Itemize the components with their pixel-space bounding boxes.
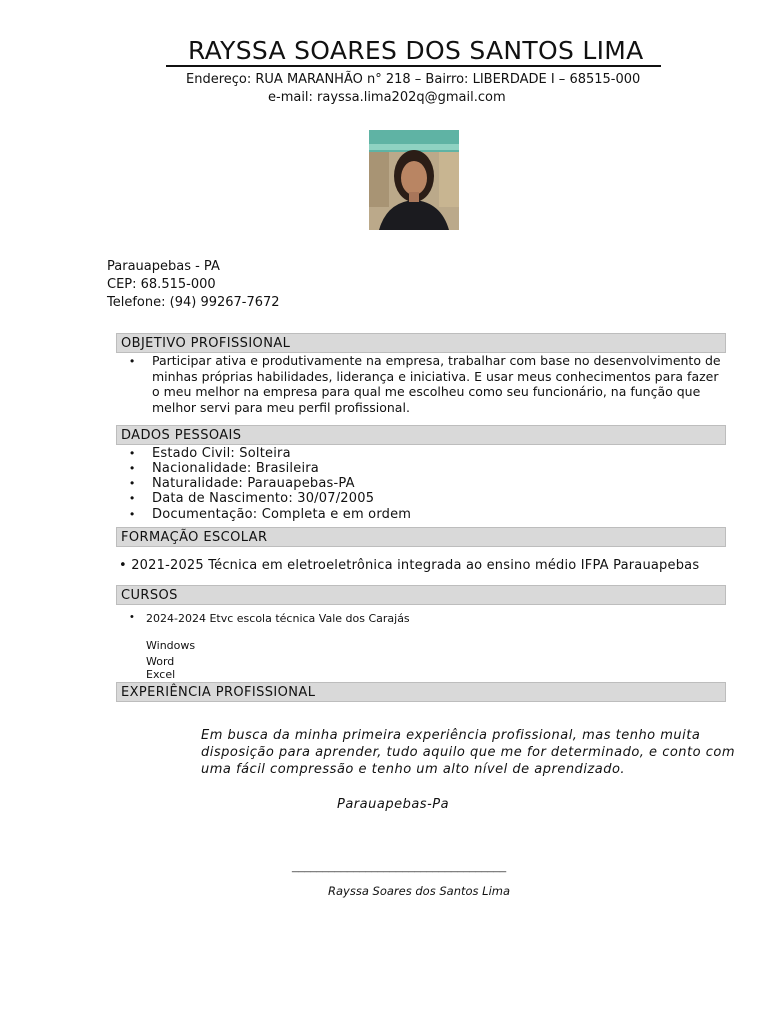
section-personal xyxy=(116,425,726,445)
section-education xyxy=(116,527,726,547)
bullet-dot: • xyxy=(130,446,135,460)
section-experience-title: EXPERIÊNCIA PROFISSIONAL xyxy=(121,685,316,700)
contact-city: Parauapebas - PA xyxy=(107,259,220,274)
bullet-dot: • xyxy=(130,507,135,521)
section-personal-title: DADOS PESSOAIS xyxy=(121,428,242,443)
personal-item: Estado Civil: Solteira xyxy=(152,446,291,461)
experience-line: uma fácil compressão e tenho um alto nível de aprendizado. xyxy=(201,762,626,777)
experience-line: disposição para aprender, tudo aquilo que me for determinado, e conto com xyxy=(201,745,735,760)
title-underline xyxy=(166,65,661,67)
profile-photo-image xyxy=(369,130,459,230)
objective-text xyxy=(152,353,726,415)
personal-item: Documentação: Completa e em ordem xyxy=(152,507,412,522)
bullet-dot: • xyxy=(130,491,135,505)
bullet-dot: • xyxy=(130,476,135,490)
section-courses xyxy=(116,585,726,605)
bullet-dot: • xyxy=(130,354,135,368)
experience-text xyxy=(201,727,735,778)
section-courses-title: CURSOS xyxy=(121,588,178,603)
course-item: 2024-2024 Etvc escola técnica Vale dos Carajás xyxy=(146,612,410,625)
objective-line: minhas próprias habilidades, liderança e iniciativa. E usar meus conhecimentos para fazer xyxy=(152,368,719,384)
section-experience xyxy=(116,682,726,702)
section-objective xyxy=(116,333,726,353)
profile-photo xyxy=(369,130,459,230)
bullet-dot: • xyxy=(130,461,135,475)
objective-line: o meu melhor na empresa para qual me escolheu como seu funcionário, na função que xyxy=(152,384,701,399)
signature-place: Parauapebas-Pa xyxy=(337,797,450,812)
address: Endereço: RUA MARANHÃO n° 218 – Bairro: LIBERDADE I – 68515-000 xyxy=(186,72,641,87)
experience-line: Em busca da minha primeira experiência profissional, mas tenho muita xyxy=(201,728,701,743)
contact-cep: CEP: 68.515-000 xyxy=(107,277,216,292)
course-sub-windows: Windows xyxy=(146,639,196,652)
course-sub-excel: Excel xyxy=(146,668,176,681)
objective-line: Participar ativa e produtivamente na empresa, trabalhar com base no desenvolvimento de xyxy=(152,353,721,368)
section-objective-title: OBJETIVO PROFISSIONAL xyxy=(121,336,291,351)
signature-name: Rayssa Soares dos Santos Lima xyxy=(328,884,511,898)
personal-item: Data de Nascimento: 30/07/2005 xyxy=(152,491,375,506)
objective-line: melhor servi para meu perfil profissional. xyxy=(152,399,410,415)
personal-item: Naturalidade: Parauapebas-PA xyxy=(152,476,355,491)
course-sub-word: Word xyxy=(146,655,175,668)
section-education-title: FORMAÇÃO ESCOLAR xyxy=(121,530,268,545)
education-item: • 2021-2025 Técnica em eletroeletrônica integrada ao ensino médio IFPA Parauapebas xyxy=(119,558,700,573)
email: e-mail: rayssa.lima202q@gmail.com xyxy=(268,90,506,105)
signature-line: ___________________________________ xyxy=(292,861,507,873)
contact-phone: Telefone: (94) 99267-7672 xyxy=(107,295,280,310)
bullet-dot: • xyxy=(130,611,134,623)
candidate-name: RAYSSA SOARES DOS SANTOS LIMA xyxy=(188,36,644,65)
personal-item: Nacionalidade: Brasileira xyxy=(152,461,319,476)
